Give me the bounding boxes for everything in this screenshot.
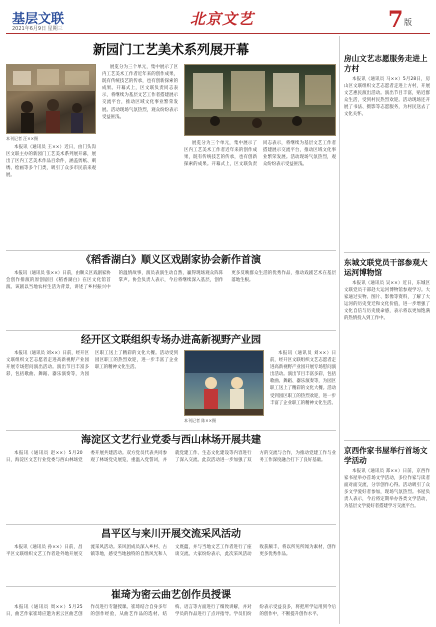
sidebar-paragraph: 本报讯（通讯员 吴××）近日，东城区文联党员干部赴大运河博物馆参观学习。大家通过实物、图片、影像等资料，了解了大运河的历史变迁和文化价值，进一步增强了文化自信与历史使命感，表示将以更加饱满的热情投入到工作中。 [344,281,430,322]
article-paragraph: 本报讯（通讯员 孙××）日前，昌平区文联组织文艺工作者赴外地开展交流采风活动。采风团成员深入乡村、古镇等地，感受当地独特的自然风光和人文底蕴，并与当地文艺工作者进行了座谈交流。大家纷纷表示，此次采风活动收获颇丰，将以所见所闻为素材，创作更多优秀作品。 [6,545,336,558]
article-headline: 经开区文联组织专场办进高新视野产业园 [81,335,261,346]
article-body [6,604,336,622]
lead-paragraph-2: 展览分为三个单元，集中展示了区内工艺美术工作者近年来的创作成果，既有传统技艺的传承，也有创新探索的成果。开幕式上，区文联负责同志表示，将继续为基层文艺工作者搭建展示交流平台，推动区域文化事业繁荣发展。活动现场气氛热烈，观众纷纷表示受益匪浅。 [102,65,178,120]
article-paragraph: 本报讯（通讯员 刘××）日前，经开区文联组织文艺志愿者走进高新视野产业园开展专场慰问演出活动。演出节目丰富多彩，包括歌曲、舞蹈、器乐演奏等，为园区职工送上了精彩的文化大餐。活动受到园区职工的热烈欢迎，进一步丰富了企业职工的精神文化生活。 [6,351,178,378]
article-body-side [270,350,336,428]
sidebar-headline: 房山文艺志愿服务走进上方村 [344,54,428,73]
sidebar-paragraph: 本报讯（通讯员 郑××）日前，京西作家书屋举办首场文学活动，多位作家与读者面对面交流，分享创作心得。活动吸引了众多文学爱好者参加，现场气氛热烈。书屋负责人表示，今后将定期举办各类文学活动，为基层文学爱好者搭建学习交流平台。 [344,469,430,510]
divider [344,252,430,253]
article-paragraph: 本报讯（通讯员 张××）日前，由顺义区戏剧家协会创作排演的原创剧目《稻香湖白》在区文化馆首演。该剧以当地农村生活为背景，讲述了乡村振兴中的温情故事，演员表演生动自然，赢得现场观众阵阵掌声。协会负责人表示，今后将继续深入基层，创作更多反映群众生活的优秀作品，推动戏剧艺术在基层落地生根。 [6,271,336,291]
lead-photo [6,64,96,134]
lead-body-mid [102,64,178,246]
main-content [6,36,340,624]
sidebar-article [344,446,430,622]
sidebar-column [344,36,430,624]
divider [6,430,336,431]
issue-date: 2021年6月9日 星期三 [12,26,63,32]
stage-performance-icon [185,351,264,416]
page-header [6,6,430,34]
divider [6,586,336,587]
sidebar-headline: 东城文联党员干部参观大运河博物馆 [344,258,428,277]
artwork-display-icon [185,65,336,136]
article-paragraph: 本报讯（通讯员 刘××）日前，经开区文联组织文艺志愿者走进高新视野产业园开展专场慰问演出活动。演出节目丰富多彩，包括歌曲、舞蹈、器乐演奏等，为园区职工送上了精彩的文化大餐。活动受到园区职工的热烈欢迎，进一步丰富了企业职工的精神文化生活。 [270,351,336,406]
divider [6,524,336,525]
page-suffix: 版 [404,18,412,27]
exhibition-photo-icon [7,65,96,134]
performance-photo [184,350,264,416]
article-headline: 海淀区文艺行业党委与西山林场开展共建 [81,435,261,446]
article-paragraph: 本报讯（通讯员 赵××）5月20日，海淀区文艺行业党委与西山林场党委开展共建活动。双方党员代表共同参观了林场党史展览，重温入党誓词，并就党建工作、生态文化建设等内容进行了深入交流。此次活动进一步加强了双方的交流与合作，为推动党建工作与业务工作深度融合打下了良好基础。 [6,451,336,464]
performance-photo-caption: 本刊记者 陈××摄 [184,418,216,423]
lead-photo-2 [184,64,336,136]
lead-headline: 新园门工艺美术系列展开幕 [92,43,249,58]
page-number: 7 [388,7,404,33]
sidebar-headline: 京西作家书屋举行首场文学活动 [344,446,428,465]
lead-paragraph-3: 展览分为三个单元，集中展示了区内工艺美术工作者近年来的创作成果，既有传统技艺的传承，也有创新探索的成果。开幕式上，区文联负责同志表示，将继续为基层文艺工作者搭建展示交流平台，推动区域文化事业繁荣发展。活动现场气氛热烈，观众纷纷表示受益匪浅。 [184,141,336,168]
article-body [6,270,336,328]
divider [6,330,336,331]
article-headline: 昌平区与来川开展交流采风活动 [101,529,241,540]
article-headline: 崔琦为密云曲艺创作员授课 [111,590,231,601]
sidebar-paragraph: 本报讯（通讯员 马××）5月28日，房山区文联组织文艺志愿者走进上方村，开展文艺惠民演出活动。演出节目丰富，贴近群众生活，受到村民热烈欢迎。活动现场还开展了书法、摄影等志愿服务，为村民送去了文化关怀。 [344,77,430,118]
article-body [6,350,178,428]
sidebar-body [344,468,430,618]
article-body [6,450,336,522]
sidebar-article [344,258,430,438]
article-body [6,544,336,584]
sidebar-article [344,54,430,250]
section-name: 基层文联 [12,12,65,27]
article-headline: 《稻香湖白》顺义区戏剧家协会新作首演 [81,255,261,266]
divider [344,440,430,441]
lead-body-right [184,140,336,246]
masthead-logo: 北京文艺 [190,10,255,28]
sidebar-body [344,280,430,432]
lead-body-left [6,144,96,248]
divider [6,250,336,251]
article-paragraph: 本报讯（通讯员 周××）5月25日，曲艺作家崔琦应邀为密云区曲艺创作员进行专题授课。崔琦结合自身多年的创作经验，从曲艺作品的选材、结构、语言等方面进行了细致讲解，并对学员的作品进行了点评指导。学员们纷纷表示受益良多，将把所学运用到今后的创作中，不断提升创作水平。 [6,605,336,618]
sidebar-body [344,76,430,248]
lead-photo-caption: 本刊记者 汪××摄 [6,136,38,141]
lead-paragraph: 本报讯（通讯员 王××）近日，由门头沟区文联主办的新园门工艺美术系列展开幕，展出了区内工艺美术作品百余件，涵盖剪纸、刺绣、绘画等多个门类，吸引了众多市民前来观展。 [6,145,96,179]
